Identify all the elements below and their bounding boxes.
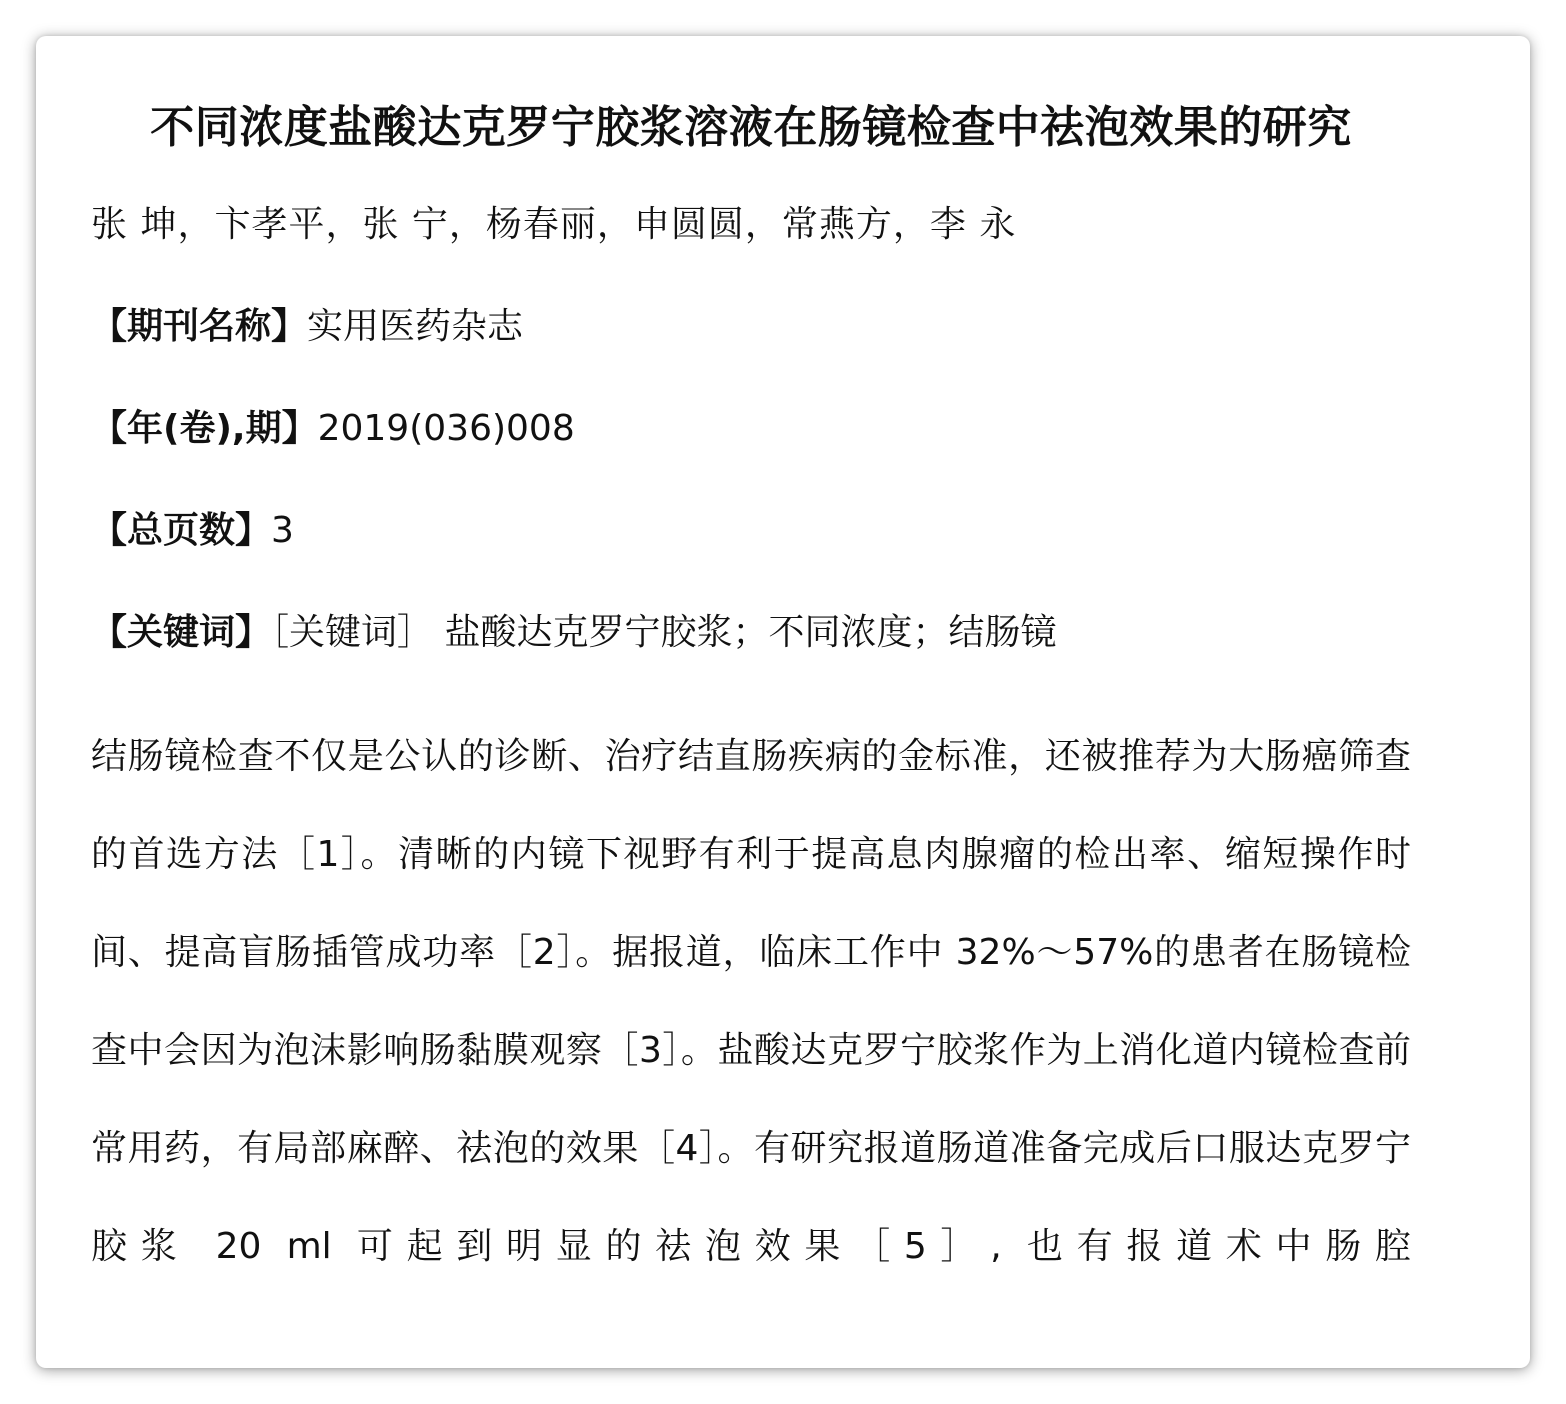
author-list: 张 坤，卞孝平，张 宁，杨春丽，申圆圆，常燕方，李 永 bbox=[91, 204, 1017, 245]
total-pages-row bbox=[91, 506, 1411, 556]
keywords-label: 【关键词】 bbox=[91, 612, 272, 653]
document-content bbox=[91, 36, 1411, 1296]
journal-name-row bbox=[91, 302, 1411, 352]
volume-issue-value: 2019(036)008 bbox=[317, 408, 575, 449]
journal-name-value: 实用医药杂志 bbox=[307, 306, 524, 347]
document-card bbox=[36, 36, 1530, 1368]
keywords-value: ［关键词］ 盐酸达克罗宁胶浆；不同浓度；结肠镜 bbox=[271, 612, 1057, 653]
volume-issue-row bbox=[91, 404, 1411, 454]
total-pages-value: 3 bbox=[271, 510, 294, 551]
keywords-row bbox=[91, 608, 1411, 658]
body-paragraph: 结肠镜检查不仅是公认的诊断、治疗结直肠疾病的金标准，还被推荐为大肠癌筛查的首选方法［1］。清晰的内镜下视野有利于提高息肉腺瘤的检出率、缩短操作时间、提高盲肠插管成功率［2］。据报道，临床工作中 32%～57%的患者在肠镜检查中会因为泡沫影响肠黏膜观察［3］。盐酸达克罗宁胶浆作为上消化道内镜检查前常用药，有局部麻醉、祛泡的效果［4］。有研究报道肠道准备完成后口服达克罗宁胶浆 20 ml 可起到明显的祛泡效果［5］, 也有报道术中肠腔 bbox=[91, 736, 1411, 1267]
total-pages-label: 【总页数】 bbox=[91, 510, 272, 551]
volume-issue-label: 【年(卷),期】 bbox=[91, 408, 318, 449]
article-body bbox=[91, 708, 1411, 1296]
article-title: 不同浓度盐酸达克罗宁胶浆溶液在肠镜检查中祛泡效果的研究 bbox=[150, 102, 1352, 153]
journal-name-label: 【期刊名称】 bbox=[91, 306, 308, 347]
